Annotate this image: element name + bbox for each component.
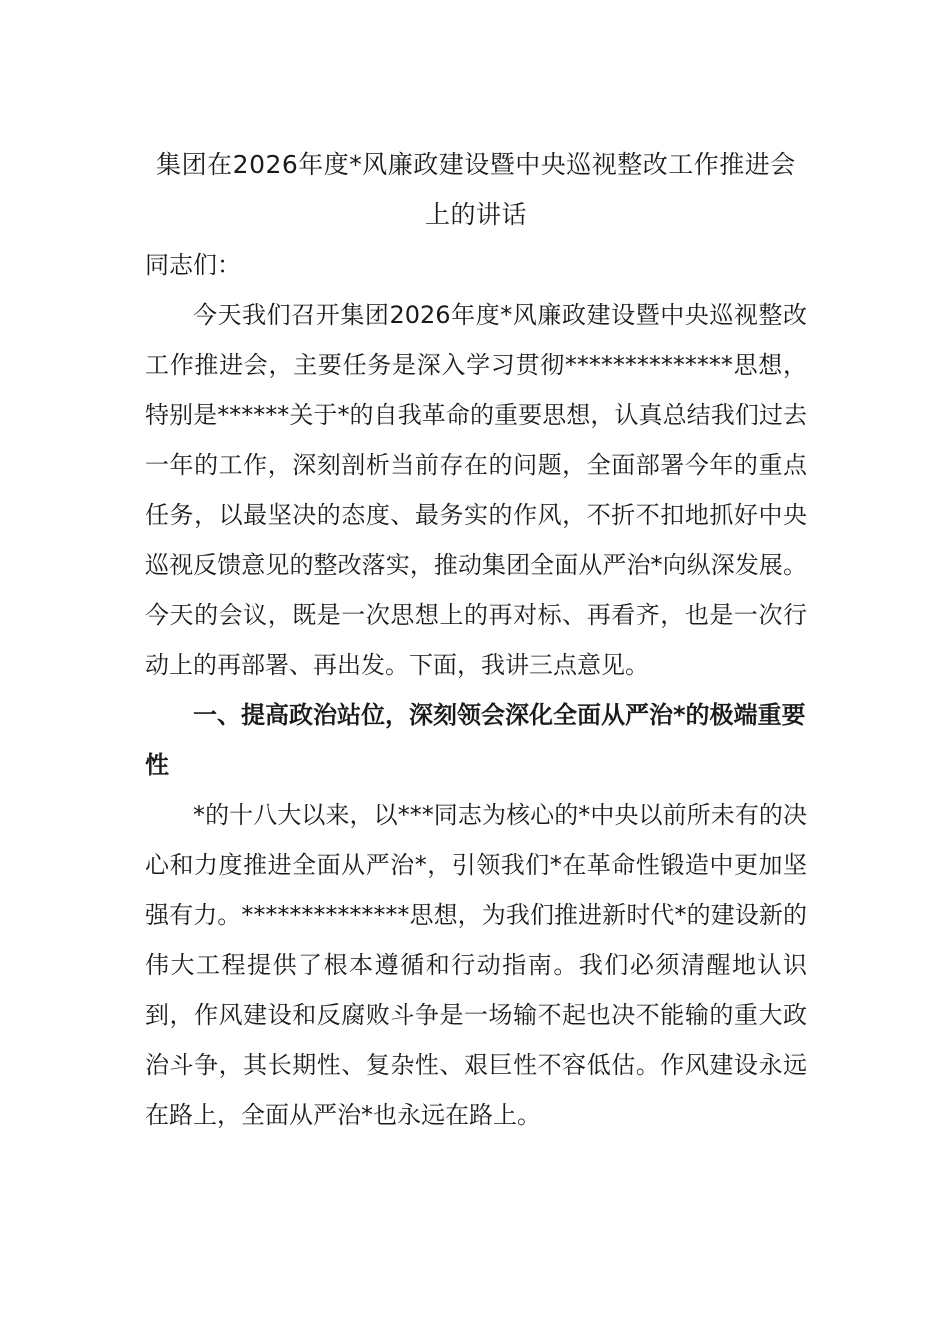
paragraph-section-1: *的十八大以来，以***同志为核心的*中央以前所未有的决心和力度推进全面从严治*，引领我们*在革命性锻造中更加坚强有力。**************思想，为我们推进新时代*的建设新的伟大工程提供了根本遵循和行动指南。我们必须清醒地认识到，作风建设和反腐败斗争是一场输不起也决不能输的重大政治斗争，其长期性、复杂性、艰巨性不容低估。作风建设永远在路上，全面从严治*也永远在路上。 xyxy=(145,801,807,1129)
document-title: 集团在2026年度*风廉政建设暨中央巡视整改工作推进会上的讲话 xyxy=(156,150,796,229)
section-heading-1: 一、提高政治站位，深刻领会深化全面从严治*的极端重要性 xyxy=(145,701,806,779)
salutation: 同志们： xyxy=(145,251,241,279)
paragraph-intro: 今天我们召开集团2026年度*风廉政建设暨中央巡视整改工作推进会，主要任务是深入学习贯彻**************思想，特别是******关于*的自我革命的重要思想，认真总结我们过去一年的工作，深刻剖析当前存在的问题，全面部署今年的重点任务，以最坚决的态度、最务实的作风，不折不扣地抓好中央巡视反馈意见的整改落实，推动集团全面从严治*向纵深发展。今天的会议，既是一次思想上的再对标、再看齐，也是一次行动上的再部署、再出发。下面，我讲三点意见。 xyxy=(145,301,807,679)
document-body xyxy=(145,140,807,1140)
